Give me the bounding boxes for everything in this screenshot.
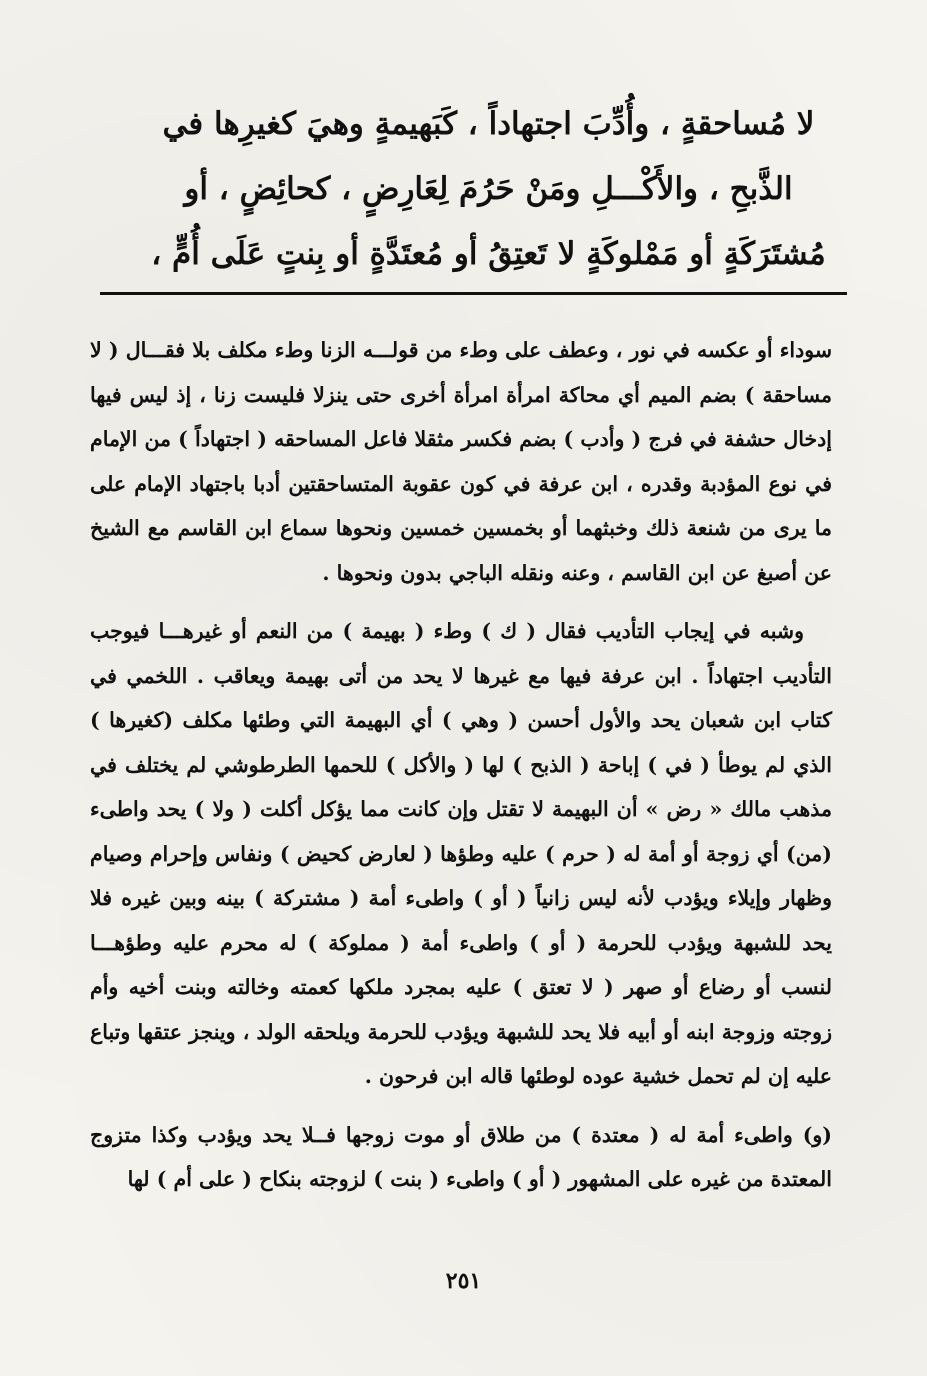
commentary-paragraph-1: سوداء أو عكسه في نور ، وعطف على وطء من قولـــه الزنا وطء مكلف بلا فقـــال ( لا مساحقة ) بضم الميم أي محاكة امرأة امرأة أخرى حتى ينزلا فليست زنا ، إذ ليس فيها إدخال حشفة في فرج ( وأدب ) بضم فكسر مثقلا فاعل المساحقه ( اجتهاداً ) من الإمام في نوع المؤدبة وقدره ، ابن عرفة في كون عقوبة المتساحقتين أدبا باجتهاد الإمام على ما يرى من شنعة ذلك وخبثهما أو بخمسين خمسين ونحوها سماع ابن القاسم مع الشيخ عن أصبغ عن ابن القاسم ، وعنه ونقله الباجي بدون ونحوها . <box>90 338 832 585</box>
separator-rule <box>100 292 847 295</box>
commentary-paragraph-3: (و) واطىء أمة له ( معتدة ) من طلاق أو موت زوجها فــلا يحد ويؤدب وكذا متزوج المعتدة من غيره على المشهور ( أو ) واطىء ( بنت ) لزوجته بنكاح ( على أم ) لها <box>90 1122 832 1191</box>
commentary-body <box>90 328 832 1216</box>
matn-text: لا مُساحقةٍ ، وأُدِّبَ اجتهاداً ، كَبَهيمةٍ وهيَ كغيرِها في الذَّبحِ ، والأَكْـــلِ ومَنْ حَرُمَ لِعَارِضٍ ، كحائِضٍ ، أو مُشتَرَكَةٍ أو مَمْلوكَةٍ لا تَعتِقُ أو مُعتَدَّةٍ أو بِنتٍ عَلَى أُمٍّ ، <box>151 106 826 272</box>
page-number: ٢٥١ <box>445 1268 482 1294</box>
commentary-paragraph-2: وشبه في إيجاب التأديب فقال ( ك ) وطء ( بهيمة ) من النعم أو غيرهـــا فيوجب التأديب اجتهاداً . ابن عرفة فيها مع غيرها لا يحد من أتى بهيمة ويعاقب . اللخمي في كتاب ابن شعبان يحد والأول أحسن ( وهي ) أي البهيمة التي وطئها مكلف (كغيرها ) الذي لم يوطأ ( في ) إباحة ( الذبح ) لها ( والأكل ) للحمها الطرطوشي لم يختلف في مذهب مالك « رض » أن البهيمة لا تقتل وإن كانت مما يؤكل أكلت ( ولا ) يحد واطىء (من) أي زوجة أو أمة له ( حرم ) عليه وطؤها ( لعارض كحيض ) ونفاس وإحرام وصيام وظهار وإيلاء ويؤدب لأنه ليس زانياً ( أو ) واطىء أمة ( مشتركة ) بينه وبين غيره فلا يحد للشبهة ويؤدب للحرمة ( أو ) واطىء أمة ( مملوكة ) له محرم عليه وطؤهـــا لنسب أو رضاع أو صهر ( لا تعتق ) عليه بمجرد ملكها كعمته وخالته وبنت أخيه وأم زوجته وزوجة ابنه أو أبيه فلا يحد للشبهة ويؤدب للحرمة ويلحقه الولد ، وينجز عتقها وتباع عليه إن لم تحمل خشية عوده لوطئها قاله ابن فرحون . <box>90 619 832 1088</box>
